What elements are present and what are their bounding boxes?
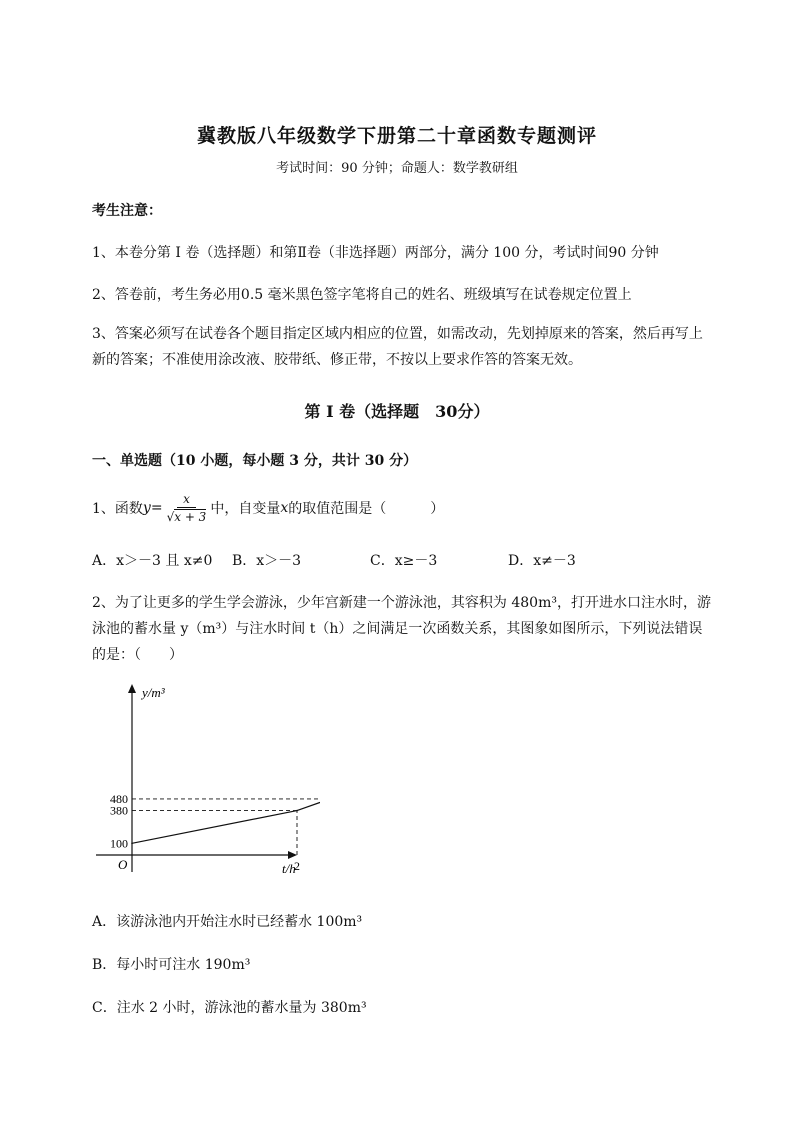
notice-item-3: 3、答案必须写在试卷各个题目指定区域内相应的位置，如需改动，先划掉原来的答案，然后再写上新的答案；不准使用涂改液、胶带纸、修正带，不按以上要求作答的答案无效。 xyxy=(92,326,703,368)
q1-suffix: 的取值范围是（ xyxy=(288,501,387,517)
sqrt-icon: √ xyxy=(166,510,175,524)
q1-radicand: x + 3 xyxy=(174,510,207,524)
graph-series xyxy=(131,798,320,844)
y-axis-arrow-icon xyxy=(128,684,136,693)
q1-option-d: D．x≠－3 xyxy=(508,553,576,569)
q1-denominator xyxy=(167,508,207,524)
q1-x-variable: x xyxy=(280,500,289,516)
x-tick-label-2: 2 xyxy=(294,859,300,873)
q2-option-c: C．注水 2 小时，游泳池的蓄水量为 380m³ xyxy=(92,1000,367,1016)
notice-item-2: 2、答卷前，考生务必用0.5 毫米黑色签字笔将自己的姓名、班级填写在试卷规定位置上 xyxy=(92,287,632,303)
q1-fraction xyxy=(167,492,207,524)
question-1 xyxy=(92,492,444,524)
y-tick-label-480: 480 xyxy=(110,791,128,806)
q2-option-a: A．该游泳池内开始注水时已经蓄水 100m³ xyxy=(92,914,363,930)
y-tick-label-380: 380 xyxy=(110,803,128,818)
q1-close-paren: ） xyxy=(430,501,445,517)
q1-option-c: C．x≥－3 xyxy=(370,553,438,569)
x-axis-label: t/h xyxy=(282,861,296,876)
section-title: 第 I 卷（选择题 30分） xyxy=(304,402,490,421)
function-line-0 xyxy=(132,799,320,843)
y-tick-label-100: 100 xyxy=(110,836,128,851)
origin-label: O xyxy=(118,857,128,872)
q1-prefix: 1、函数 xyxy=(92,501,143,517)
q2-option-b: B．每小时可注水 190m³ xyxy=(92,957,251,973)
data-point-0 xyxy=(131,843,133,845)
q1-option-a: A．x＞－3 且 x≠0 xyxy=(92,553,213,569)
q1-mid-text: 中，自变量 xyxy=(210,501,281,517)
x-axis-arrow-icon xyxy=(288,851,297,859)
q1-y-variable: y xyxy=(142,500,151,516)
q1-equals: = xyxy=(150,500,163,516)
data-point-1 xyxy=(296,810,298,812)
q1-numerator: x xyxy=(177,492,196,508)
part-title: 一、单选题（10 小题，每小题 3 分，共计 30 分） xyxy=(92,453,418,469)
exam-info: 考试时间：90 分钟；命题人：数学教研组 xyxy=(276,161,518,176)
notice-item-1: 1、本卷分第 I 卷（选择题）和第Ⅱ卷（非选择题）两部分，满分 100 分，考试时间90 分钟 xyxy=(92,245,659,261)
document-title: 冀教版八年级数学下册第二十章函数专题测评 xyxy=(196,125,597,147)
graph-guides xyxy=(132,799,320,855)
notice-heading: 考生注意： xyxy=(92,203,162,219)
q1-option-b: B．x＞－3 xyxy=(232,553,302,569)
q2-function-graph xyxy=(90,680,320,880)
y-axis-label: y/m³ xyxy=(142,685,165,700)
question-2-stem: 2、为了让更多的学生学会游泳，少年宫新建一个游泳池，其容积为 480m³，打开进水口注水时，游泳池的蓄水量 y（m³）与注水时间 t（h）之间满足一次函数关系，其图象如图所示，下列说法错误的是：（ ） xyxy=(92,595,711,663)
